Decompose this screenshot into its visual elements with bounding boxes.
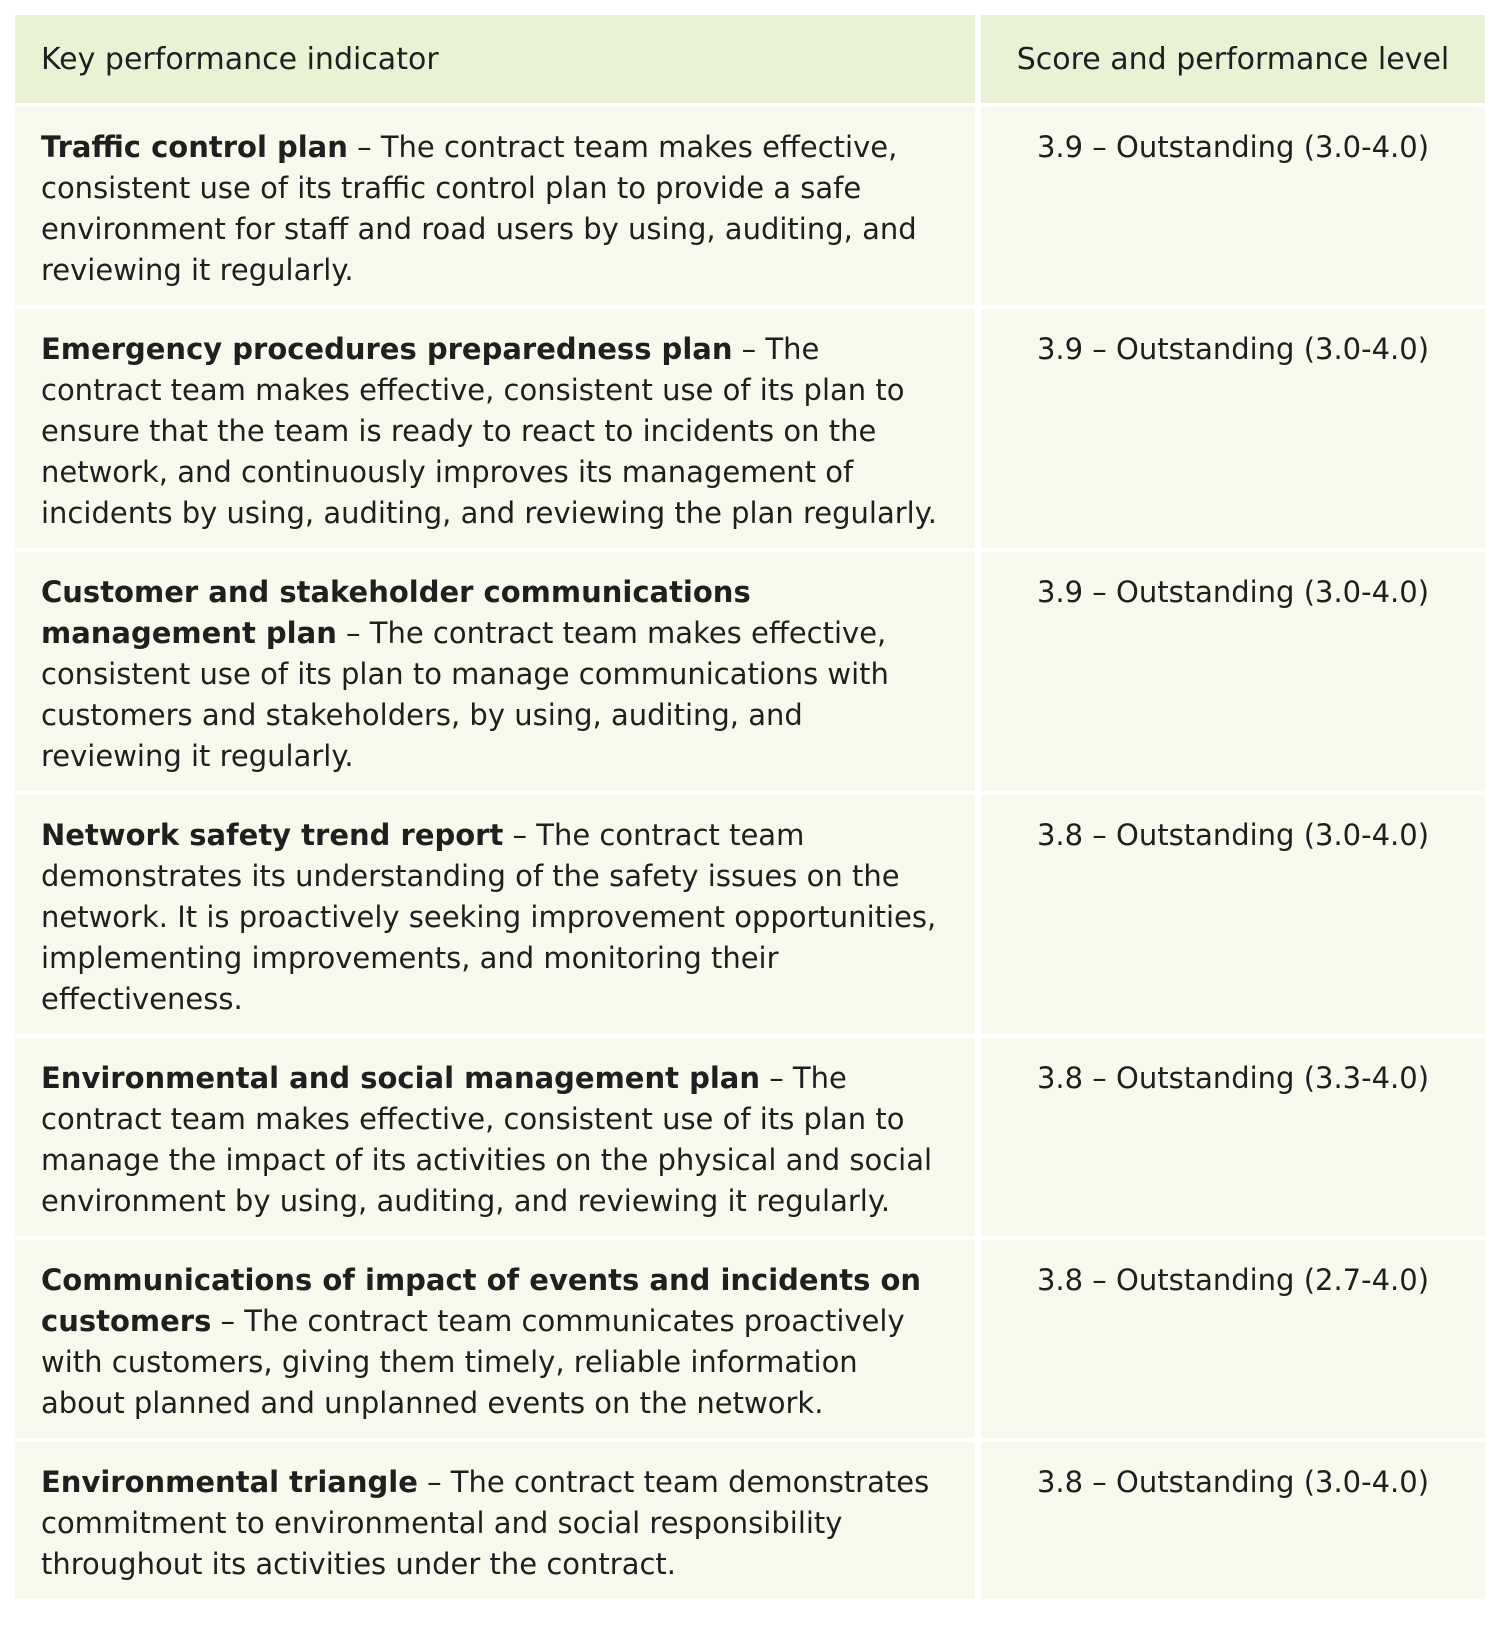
- score-cell: 3.8 – Outstanding (2.7-4.0): [975, 1240, 1485, 1442]
- kpi-description: – The contract team communicates proactively with customers, giving them timely, reliable information about planned and unplanned events on the network.: [41, 1304, 905, 1420]
- kpi-cell: [15, 1442, 975, 1603]
- score-cell: 3.9 – Outstanding (3.0-4.0): [975, 552, 1485, 795]
- kpi-description: – The contract team demonstrates commitment to environmental and social responsibility throughout its activities under the contract.: [41, 1465, 930, 1581]
- kpi-column-header: Key performance indicator: [15, 15, 975, 107]
- table-row: [15, 1038, 1485, 1240]
- score-column-header: Score and performance level: [975, 15, 1485, 107]
- kpi-cell: [15, 1240, 975, 1442]
- table-body: [15, 107, 1485, 1603]
- kpi-cell: [15, 552, 975, 795]
- kpi-description: – The contract team makes effective, consistent use of its plan to manage the impact of its activities on the physical and social environment by using, auditing, and reviewing it regularly.: [41, 1061, 933, 1218]
- kpi-cell: [15, 309, 975, 552]
- kpi-name: Traffic control plan: [41, 130, 348, 164]
- table-row: [15, 1442, 1485, 1603]
- score-cell: 3.9 – Outstanding (3.0-4.0): [975, 107, 1485, 309]
- table-header: [15, 15, 1485, 107]
- kpi-cell: [15, 1038, 975, 1240]
- kpi-name: Environmental and social management plan: [41, 1061, 760, 1095]
- kpi-description: – The contract team demonstrates its understanding of the safety issues on the network. It is proactively seeking improvement opportunities, implementing improvements, and monitoring their effectiveness.: [41, 818, 937, 1016]
- kpi-name: Communications of impact of events and incidents on customers: [41, 1263, 922, 1338]
- score-cell: 3.8 – Outstanding (3.3-4.0): [975, 1038, 1485, 1240]
- kpi-cell: [15, 107, 975, 309]
- table-row: [15, 552, 1485, 795]
- kpi-name: Network safety trend report: [41, 818, 504, 852]
- table-row: [15, 795, 1485, 1038]
- kpi-description: – The contract team makes effective, consistent use of its plan to ensure that the team is ready to react to incidents on the network, and continuously improves its management of incidents by using, auditing, and reviewing the plan regularly.: [41, 332, 937, 530]
- kpi-cell: [15, 795, 975, 1038]
- kpi-name: Emergency procedures preparedness plan: [41, 332, 733, 366]
- kpi-description: – The contract team makes effective, consistent use of its traffic control plan to provide a safe environment for staff and road users by using, auditing, and reviewing it regularly.: [41, 130, 917, 287]
- kpi-table: [15, 15, 1485, 1603]
- score-cell: 3.8 – Outstanding (3.0-4.0): [975, 1442, 1485, 1603]
- score-cell: 3.9 – Outstanding (3.0-4.0): [975, 309, 1485, 552]
- table-row: [15, 107, 1485, 309]
- kpi-name: Customer and stakeholder communications management plan: [41, 575, 751, 650]
- kpi-name: Environmental triangle: [41, 1465, 418, 1499]
- table-row: [15, 1240, 1485, 1442]
- table-row: [15, 309, 1485, 552]
- kpi-description: – The contract team makes effective, consistent use of its plan to manage communications with customers and stakeholders, by using, auditing, and reviewing it regularly.: [41, 616, 889, 773]
- score-cell: 3.8 – Outstanding (3.0-4.0): [975, 795, 1485, 1038]
- header-row: [15, 15, 1485, 107]
